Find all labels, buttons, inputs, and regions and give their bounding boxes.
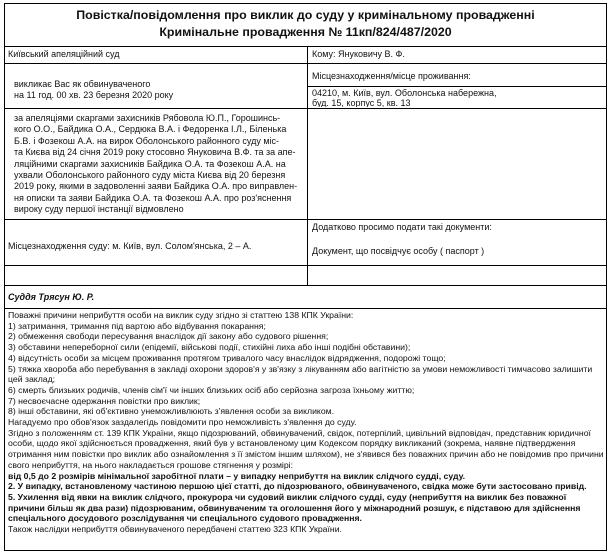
notice-line: Нагадуємо про обов'язок заздалегідь повідомити про неможливість з'явлення до суду. [8,417,357,428]
row-divider [4,219,607,220]
row-divider [4,285,607,286]
court-name: Київський апеляційний суд [8,49,120,59]
address-line: буд. 15, корпус 5, кв. 13 [312,97,411,107]
case-text-line: вироку суду першої інстанції відмовлено [14,204,184,215]
notice-line: 5. Ухилення від явки на виклик слідчого, прокурора чи судовий виклик слідчого судді, суду (неприбуття на виклик без поважної причини більш як два рази) підозрюваним, обвинуваченим та оголошення його у міжнародний розшук, є підставою для здійснення спеціального досудового розслідування чи спеціального судового провадження. [8,491,581,524]
case-text-line: кого О.О., Байдика О.А., Сердюка В.А. і Федоренка І.Л., Біленька [14,124,287,135]
legal-notice [8,310,604,550]
court-location: Місцезнаходження суду: м. Київ, вул. Солом'янська, 2 – А. [8,241,252,251]
address-line: 04210, м. Київ, вул. Оболонська набережна, [312,89,497,98]
judge-name: Суддя Трясун Ю. Р. [8,292,95,302]
notice-line: 7) несвоєчасне одержання повістки про виклик; [8,395,201,406]
residence-label: Місцезнаходження/місце проживання: [312,71,471,81]
row-divider [4,265,607,266]
recipient-address [312,89,604,107]
notice-line: 8) інші обставини, які об'єктивно унеможливлюють з'явлення особи за викликом. [8,406,335,417]
notice-line: Поважні причини неприбуття особи на виклик суду згідно зі статтею 138 КПК України: [8,310,354,320]
summons-datetime: на 11 год. 00 хв. 23 березня 2020 року [14,90,174,100]
row-divider [4,63,607,64]
summons-text [14,79,304,105]
column-divider [307,47,308,285]
summons-role: викликає Вас як обвинуваченого [14,79,151,89]
case-text-line: та Києва від 24 січня 2019 року стосовно Януковича В.Ф. та за апе- [14,147,296,158]
notice-line: 1) затримання, тримання під вартою або відбування покарання; [8,320,266,331]
notice-line: від 0,5 до 2 розмірів мінімальної заробітної плати – у випадку неприбуття на виклик слідчого судді, суду. [8,470,466,481]
row-divider [307,86,607,87]
row-divider [4,308,607,309]
case-text-line: ляційними скаргами захисників Байдика О.А. та Фозекош А.А. на [14,158,286,169]
notice-line: Також наслідки неприбуття обвинуваченого передбачені статтею 323 КПК України. [8,524,342,535]
document-title: Повістка/повідомлення про виклик до суду у кримінальному провадженні [76,8,535,22]
recipient: Кому: Януковичу В. Ф. [312,49,405,59]
notice-line: 3) обставини непереборної сили (епідемії, військові події, стихійні лиха або інші подібні обставини); [8,342,411,353]
documents-required: Документ, що посвідчує особу ( паспорт ) [312,246,485,256]
documents-label: Додатково просимо подати такі документи: [312,222,492,232]
case-text-line: ня описки та заяви Байдика О.А. та Фозекош А.А. про роз'яснення [14,192,292,203]
notice-line: 6) смерть близьких родичів, членів сім'ї чи інших близьких осіб або серйозна загроза їхньому життю; [8,384,415,395]
notice-line: 5) тяжка хвороба або перебування в закладі охорони здоров'я у зв'язку з лікуванням або вагітністю за умови неможливості тимчасово залишити цей заклад; [8,363,593,385]
notice-line: 2. У випадку, встановленому частиною першою цієї статті, до підозрюваного, обвинуваченого, свідка може бути застосовано привід. [8,481,587,492]
case-text-line: ухвали Оболонського районного суду міста Києва від 20 березня [14,170,286,181]
case-text-line: за апеляціями скаргами захисників Рябовола Ю.П., Горошинсь- [14,113,281,123]
notice-line: 4) відсутність особи за місцем проживання протягом тривалого часу внаслідок відрядження, подорожі тощо; [8,352,446,363]
document-header [4,3,607,47]
case-text-line: Б.В. і Фозекош А.А. на вирок Оболонського районного суду міс- [14,135,280,146]
case-description [14,113,306,217]
case-text-line: 2019 року, якими в задоволенні заяви Байдика О.А. про виправлен- [14,181,298,192]
notice-line: 2) обмеження свободи пересування внаслідок дії закону або судового рішення; [8,331,329,342]
row-divider [4,108,607,109]
case-number-title: Кримінальне провадження № 11кп/824/487/2020 [159,25,452,39]
notice-line: Згідно з положенням ст. 139 КПК України, якщо підозрюваний, обвинувачений, свідок, потерпілий, цивільний відповідач, представник юридичної особи, щодо якої здійснюється провадження, який був у встановленому цим Кодексом порядку викликаний (зокрема, наявне підтвердження отримання ним повістки про виклик або ознайомлення з її змістом іншим шляхом), не з'явився без поважних причин або не повідомив про причини свого неприбуття, на нього накладається грошове стягнення у розмірі: [8,427,604,470]
